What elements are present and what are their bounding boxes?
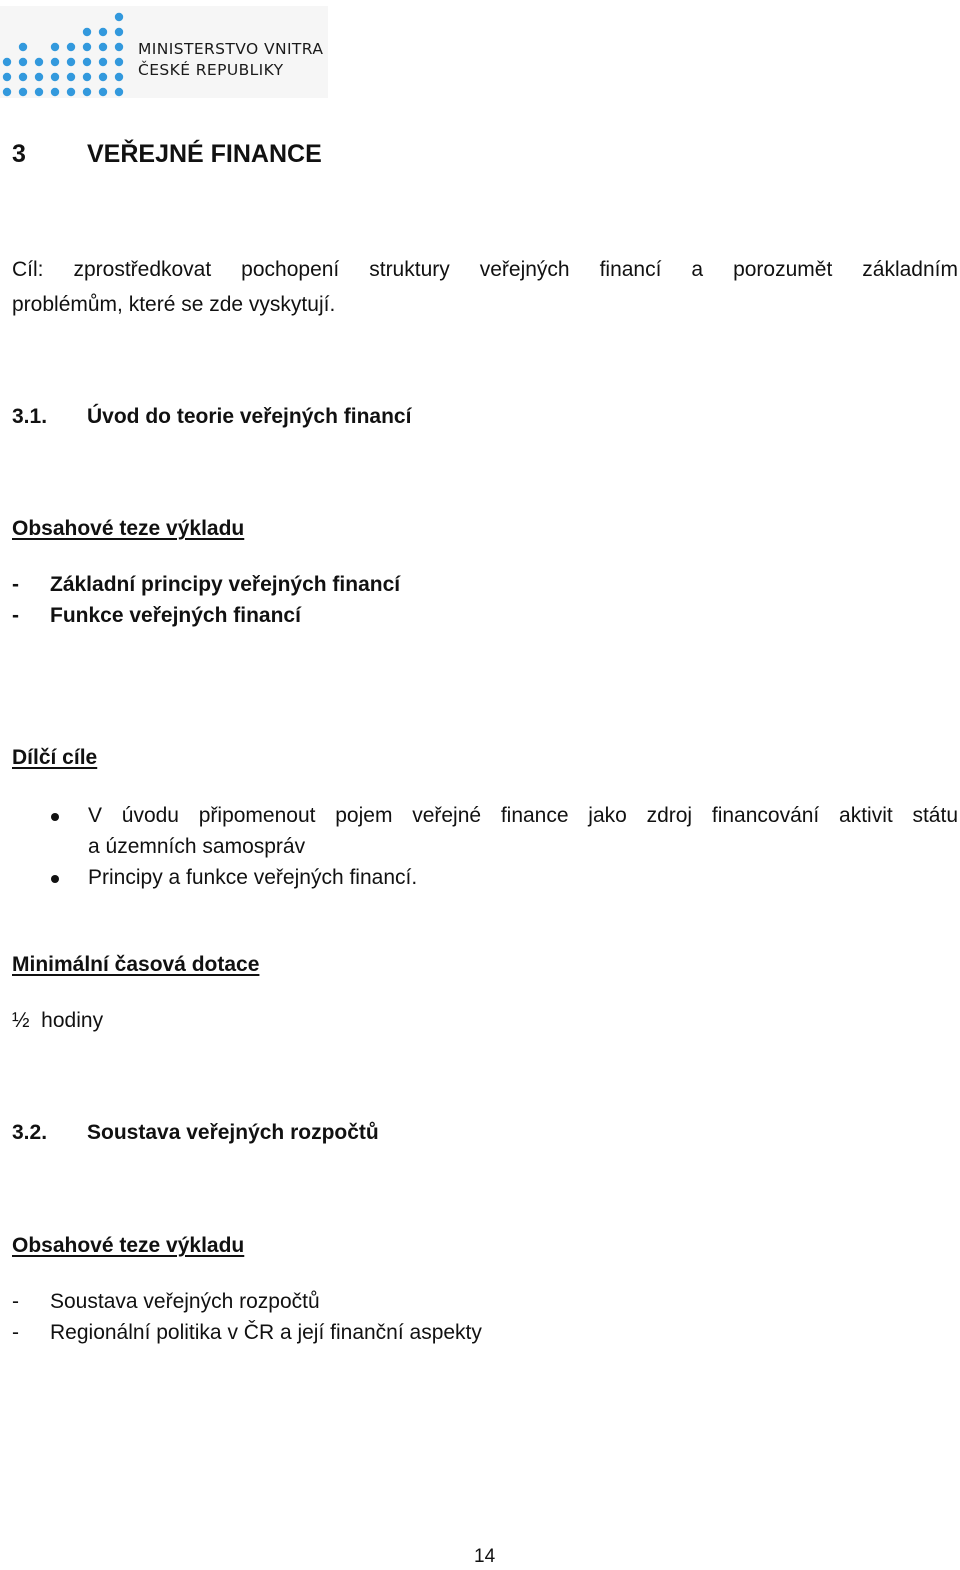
logo-dot	[67, 58, 75, 66]
goal-word: pojem	[335, 804, 393, 827]
logo-dot	[99, 43, 107, 51]
logo-dot	[83, 73, 91, 81]
thesis-dash: -	[12, 1290, 19, 1313]
goal-word: jako	[588, 804, 627, 827]
logo-dot	[35, 88, 43, 96]
goal-word: veřejné	[412, 804, 482, 827]
logo-dot	[3, 58, 11, 66]
logo-dot	[83, 28, 91, 36]
goal-word: finance	[500, 804, 569, 827]
goal-word: Cíl:	[12, 258, 44, 281]
section1-title: Úvod do teorie veřejných financí	[87, 405, 412, 428]
goal-word: zprostředkovat	[73, 258, 212, 281]
logo-dot	[115, 13, 123, 21]
logo-dot	[99, 58, 107, 66]
logo-dot	[115, 28, 123, 36]
time-allocation-value: ½ hodiny	[12, 1009, 104, 1032]
thesis-item: Regionální politika v ČR a její finanční aspekty	[50, 1321, 482, 1344]
goal-word: zdroj	[646, 804, 693, 827]
logo-dot	[51, 58, 59, 66]
thesis-dash: -	[12, 573, 19, 596]
logo-dot	[19, 73, 27, 81]
logo-dot	[115, 43, 123, 51]
goal-word: a	[691, 258, 704, 281]
thesis-dash: -	[12, 604, 19, 627]
goal-bullet1-line1	[88, 804, 958, 828]
thesis-item: Soustava veřejných rozpočtů	[50, 1290, 320, 1313]
logo-dot	[115, 88, 123, 96]
goal-bullet2: Principy a funkce veřejných financí.	[88, 866, 418, 889]
thesis-dash: -	[12, 1321, 19, 1344]
bullet-icon	[51, 813, 59, 821]
logo-dot	[83, 43, 91, 51]
goal-word: veřejných	[479, 258, 570, 281]
goal-word: aktivit	[839, 804, 893, 827]
logo-dot	[99, 28, 107, 36]
logo-dot	[115, 73, 123, 81]
goal-word: financování	[711, 804, 820, 827]
section2-number: 3.2.	[12, 1121, 48, 1144]
goal-word: úvodu	[121, 804, 179, 827]
goal-word: V	[88, 804, 103, 827]
logo-dot	[3, 73, 11, 81]
section2-title: Soustava veřejných rozpočtů	[87, 1121, 379, 1144]
logo-dot	[67, 43, 75, 51]
logo-dot	[83, 88, 91, 96]
chapter-title: VEŘEJNÉ FINANCE	[87, 140, 322, 168]
logo-dot	[3, 88, 11, 96]
chapter-goal-line1	[12, 258, 958, 282]
goal-word: základním	[862, 258, 958, 281]
time-allocation-heading: Minimální časová dotace	[12, 953, 260, 976]
logo-dot	[19, 88, 27, 96]
goal-word: struktury	[369, 258, 450, 281]
logo-dot	[51, 73, 59, 81]
goal-word: financí	[599, 258, 662, 281]
goal-word: státu	[912, 804, 958, 827]
bullet-icon	[51, 875, 59, 883]
logo-dot	[51, 43, 59, 51]
thesis-item: Funkce veřejných financí	[50, 604, 301, 627]
goal-word: porozumět	[733, 258, 833, 281]
logo-dot-grid-icon	[0, 6, 135, 98]
section2-theses-heading: Obsahové teze výkladu	[12, 1234, 245, 1257]
logo-dot	[51, 88, 59, 96]
logo-dot	[83, 58, 91, 66]
section1-theses-heading: Obsahové teze výkladu	[12, 517, 245, 540]
logo-dot	[99, 88, 107, 96]
logo-dot	[67, 88, 75, 96]
chapter-number: 3	[12, 140, 26, 168]
goal-word: pochopení	[241, 258, 340, 281]
logo-dot	[35, 73, 43, 81]
logo-text-line2: ČESKÉ REPUBLIKY	[138, 61, 284, 79]
chapter-goal-line2: problémům, které se zde vyskytují.	[12, 293, 336, 316]
page-number: 14	[474, 1546, 496, 1567]
goal-bullet1-line2: a územních samospráv	[88, 835, 306, 858]
logo-dot	[99, 73, 107, 81]
logo-dot	[19, 58, 27, 66]
logo-dot	[19, 43, 27, 51]
section1-goals-heading: Dílčí cíle	[12, 746, 98, 769]
ministry-logo	[0, 6, 328, 98]
logo-text-line1: MINISTERSTVO VNITRA	[138, 40, 324, 58]
logo-dot	[115, 58, 123, 66]
section1-number: 3.1.	[12, 405, 48, 428]
thesis-item: Základní principy veřejných financí	[50, 573, 401, 596]
goal-word: připomenout	[198, 804, 316, 827]
logo-dot	[35, 58, 43, 66]
logo-dot	[67, 73, 75, 81]
